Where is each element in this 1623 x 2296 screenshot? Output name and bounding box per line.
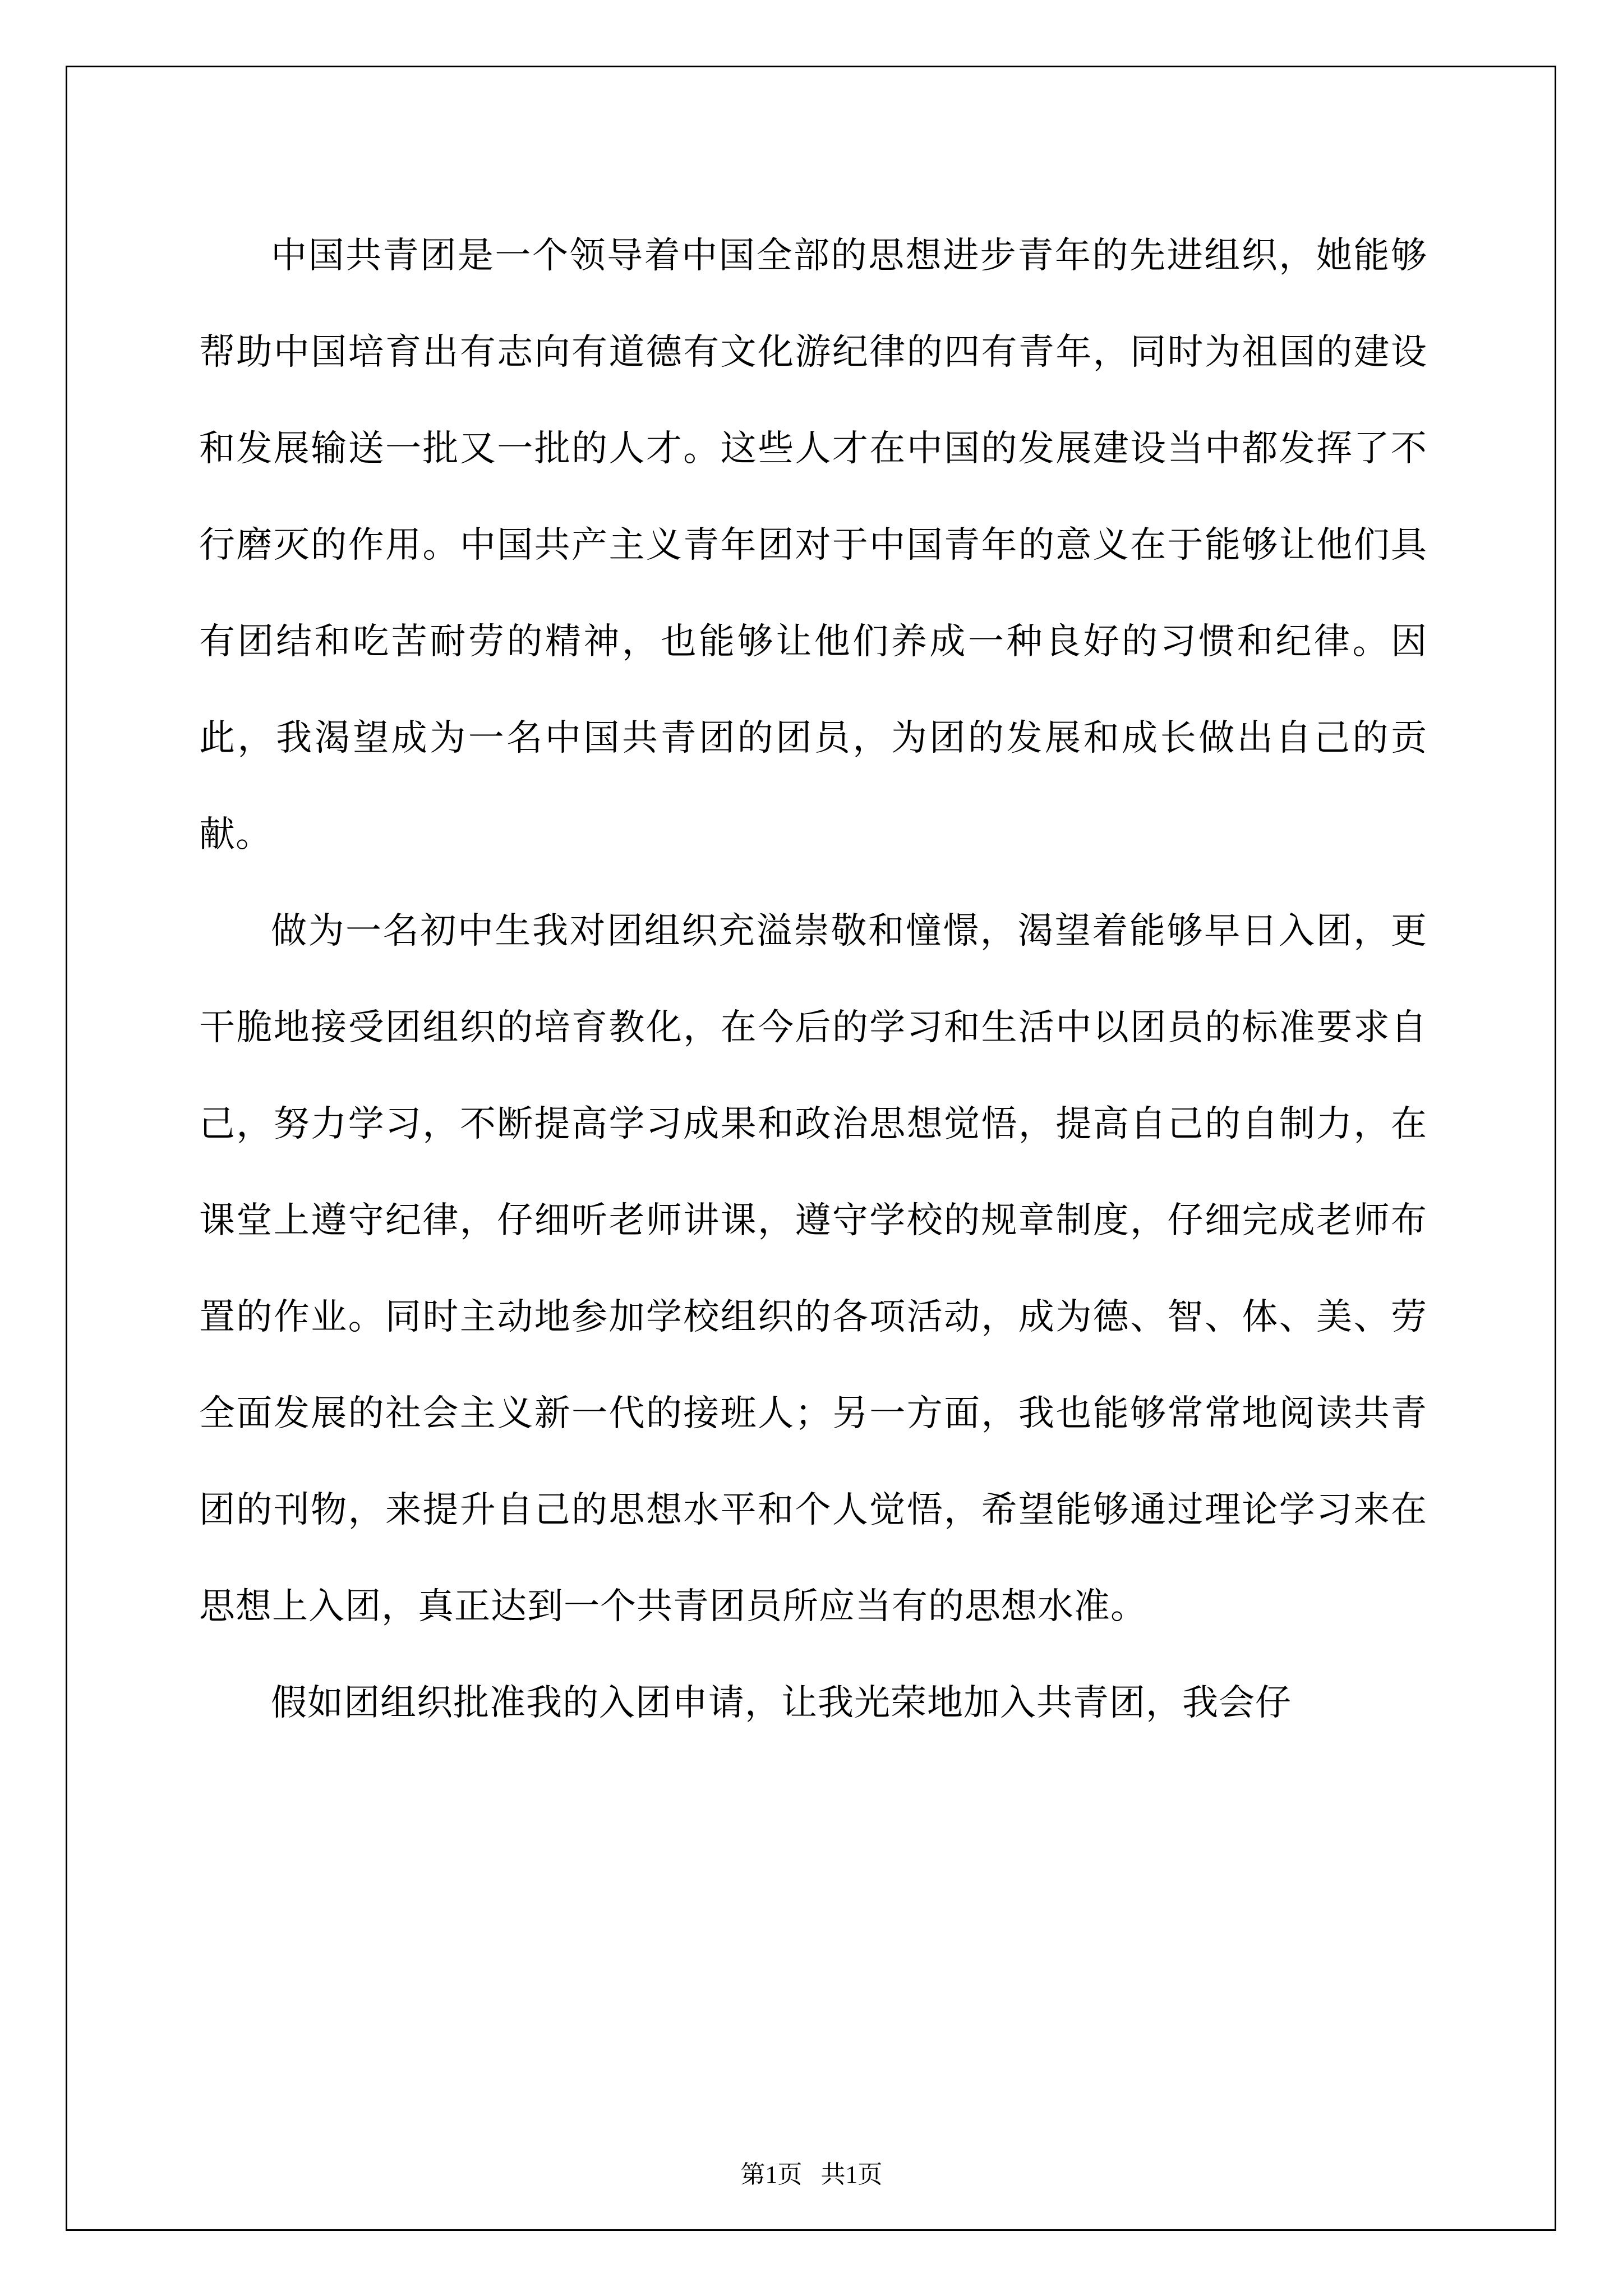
page-footer: 第1页 共1页 <box>740 2161 883 2188</box>
paragraph-2: 做为一名初中生我对团组织充溢崇敬和憧憬，渴望着能够早日入团，更干脆地接受团组织的培育教化，在今后的学习和生活中以团员的标准要求自己，努力学习，不断提高学习成果和政治思想觉悟，提高自己的自制力，在课堂上遵守纪律，仔细听老师讲课，遵守学校的规章制度，仔细完成老师布置的作业。同时主动地参加学校组织的各项活动，成为德、智、体、美、劳全面发展的社会主义新一代的接班人；另一方面，我也能够常常地阅读共青团的刊物，来提升自己的思想水平和个人觉悟，希望能够通过理论学习来在思想上入团，真正达到一个共青团员所应当有的思想水准。 <box>199 910 1427 1627</box>
paragraph-1: 中国共青团是一个领导着中国全部的思想进步青年的先进组织，她能够帮助中国培育出有志向有道德有文化游纪律的四有青年，同时为祖国的建设和发展输送一批又一批的人才。这些人才在中国的发展建设当中都发挥了不行磨灭的作用。中国共产主义青年团对于中国青年的意义在于能够让他们具有团结和吃苦耐劳的精神，也能够让他们养成一种良好的习惯和纪律。因此，我渴望成为一名中国共青团的团员，为团的发展和成长做出自己的贡献。 <box>199 235 1427 855</box>
document-body <box>199 208 1427 1751</box>
paragraph-3: 假如团组织批准我的入团申请，让我光荣地加入共青团，我会仔 <box>271 1682 1292 1724</box>
